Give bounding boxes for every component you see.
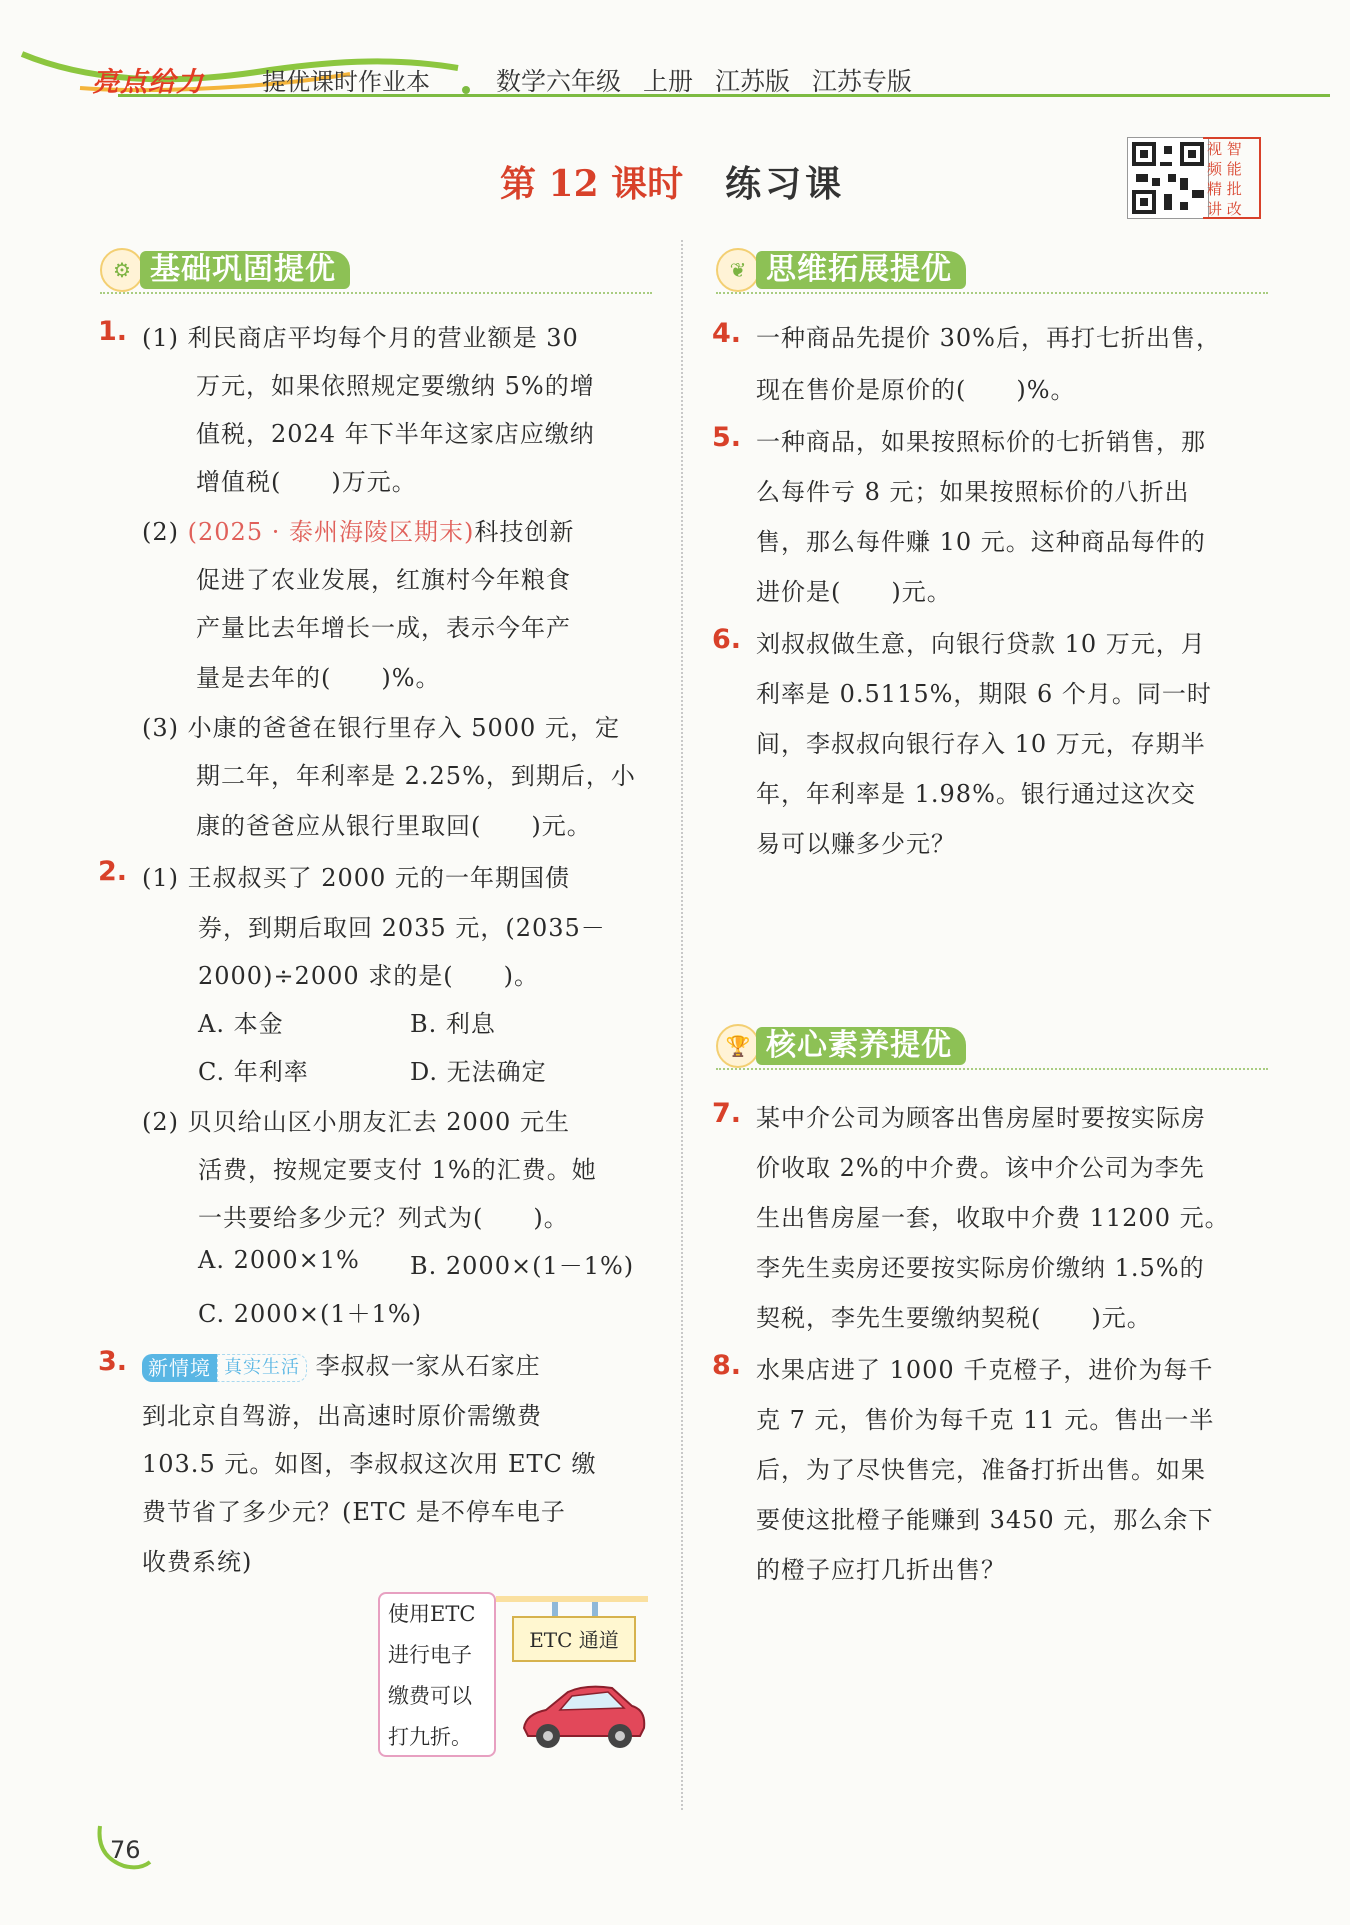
- new-scenario-tag: 新情境: [142, 1354, 217, 1382]
- q3-first-text: 李叔叔一家从石家庄: [315, 1352, 541, 1380]
- option-b: B. 2000×(1－1%): [410, 1252, 635, 1280]
- q8-line: 后，为了尽快售完，准备打折出售。如果: [756, 1456, 1206, 1484]
- etc-note-line: 缴费可以: [388, 1684, 472, 1708]
- qr-label-char: 视: [1207, 140, 1223, 158]
- question-number: 4.: [712, 318, 742, 349]
- q6-line: 间，李叔叔向银行存入 10 万元，存期半: [756, 730, 1206, 758]
- brand-subtitle: 提优课时作业本: [262, 68, 430, 96]
- header-dot: [462, 86, 470, 94]
- column-divider: [681, 240, 683, 1810]
- qr-label-char: 改: [1226, 200, 1242, 218]
- section-thinking-label: 思维拓展提优: [756, 251, 966, 289]
- q1-line: 产量比去年增长一成，表示今年产: [196, 614, 571, 642]
- q5-line: 么每件亏 8 元；如果按照标价的八折出: [756, 478, 1190, 506]
- q3-line: 费节省了多少元？(ETC 是不停车电子: [142, 1498, 566, 1526]
- q6-line: 年，年利率是 1.98%。银行通过这次交: [756, 780, 1196, 808]
- option-d: D. 无法确定: [410, 1058, 547, 1086]
- q1-line: 增值税( )万元。: [196, 468, 417, 496]
- q3-first-line: [142, 1346, 541, 1382]
- q8-line: 的橙子应打几折出售？: [756, 1556, 1006, 1584]
- q1-part2-text: 科技创新: [474, 518, 575, 546]
- q6-line: 利率是 0.5115%，期限 6 个月。同一时: [756, 680, 1212, 708]
- section-basic-label: 基础巩固提优: [140, 251, 350, 289]
- qr-code-icon[interactable]: [1127, 137, 1209, 219]
- trophy-icon: 🏆: [716, 1024, 760, 1068]
- option-c: C. 2000×(1＋1%): [198, 1300, 423, 1328]
- option-a: A. 2000×1%: [198, 1246, 360, 1274]
- etc-note-line: 使用ETC: [388, 1602, 476, 1626]
- q3-line: 103.5 元。如图，李叔叔这次用 ETC 缴: [142, 1450, 597, 1478]
- q2-line: (1) 王叔叔买了 2000 元的一年期国债: [142, 864, 570, 892]
- section-rule: [716, 1068, 1268, 1070]
- etc-gantry: [496, 1596, 648, 1602]
- book-volume: 上册: [642, 67, 693, 96]
- qr-label: [1203, 137, 1261, 219]
- q3-line: 收费系统): [142, 1548, 253, 1576]
- q1-line: 量是去年的( )%。: [196, 664, 441, 692]
- q8-line: 要使这批橙子能赚到 3450 元，那么余下: [756, 1506, 1214, 1534]
- q2-line: 券，到期后取回 2035 元，(2035－: [198, 914, 606, 942]
- section-thinking-header: [716, 250, 966, 290]
- q4-line: 一种商品先提价 30%后，再打七折出售，: [756, 324, 1221, 352]
- lesson-number: 第 12 课时: [500, 163, 684, 205]
- q7-line: 价收取 2%的中介费。该中介公司为李先: [756, 1154, 1205, 1182]
- q1-line: (1) 利民商店平均每个月的营业额是 30: [142, 324, 579, 352]
- q7-line: 契税，李先生要缴纳契税( )元。: [756, 1304, 1152, 1332]
- book-edition: 江苏版: [714, 67, 790, 96]
- brand-logo: 亮点给力: [92, 67, 204, 98]
- etc-lane-sign: ETC 通道: [512, 1616, 636, 1662]
- q1-part2-prefix: (2): [142, 518, 179, 546]
- q7-line: 李先生卖房还要按实际房价缴纳 1.5%的: [756, 1254, 1205, 1282]
- qr-label-char: 频: [1207, 160, 1223, 178]
- book-grade: 数学六年级: [496, 67, 622, 96]
- question-number: 2.: [98, 856, 128, 887]
- etc-note-box: [378, 1592, 496, 1757]
- real-life-tag: 真实生活: [217, 1354, 307, 1382]
- section-rule: [716, 292, 1268, 294]
- question-number: 1.: [98, 316, 128, 347]
- q2-line: 一共要给多少元？列式为( )。: [198, 1204, 569, 1232]
- question-number: 5.: [712, 422, 742, 453]
- q5-line: 一种商品，如果按照标价的七折销售，那: [756, 428, 1206, 456]
- q6-line: 易可以赚多少元？: [756, 830, 956, 858]
- q2-line: (2) 贝贝给山区小朋友汇去 2000 元生: [142, 1108, 570, 1136]
- question-number: 7.: [712, 1098, 742, 1129]
- q1-line: 期二年，年利率是 2.25%，到期后，小: [196, 762, 636, 790]
- q4-line: 现在售价是原价的( )%。: [756, 376, 1076, 404]
- qr-label-char: 精: [1207, 180, 1223, 198]
- option-b: B. 利息: [410, 1010, 496, 1038]
- section-core-label: 核心素养提优: [756, 1027, 966, 1065]
- q1-line: 值税，2024 年下半年这家店应缴纳: [196, 420, 595, 448]
- q1-line: 康的爸爸应从银行里取回( )元。: [196, 812, 592, 840]
- option-a: A. 本金: [198, 1010, 284, 1038]
- q7-line: 生出售房屋一套，收取中介费 11200 元。: [756, 1204, 1230, 1232]
- page-number: 76: [110, 1836, 141, 1864]
- etc-note-line: 打九折。: [388, 1725, 472, 1749]
- section-rule: [100, 292, 652, 294]
- q6-line: 刘叔叔做生意，向银行贷款 10 万元，月: [756, 630, 1206, 658]
- question-number: 8.: [712, 1350, 742, 1381]
- source-tag: (2025 · 泰州海陵区期末): [187, 518, 475, 546]
- sprout-icon: ❦: [716, 248, 760, 292]
- section-core-header: [716, 1026, 966, 1066]
- q3-line: 到北京自驾游，出高速时原价需缴费: [142, 1402, 542, 1430]
- qr-label-char: 能: [1226, 160, 1242, 178]
- car-icon: [516, 1676, 650, 1756]
- etc-post: [552, 1602, 558, 1616]
- q1-line: 促进了农业发展，红旗村今年粮食: [196, 566, 571, 594]
- q8-line: 水果店进了 1000 千克橙子，进价为每千: [756, 1356, 1214, 1384]
- q8-line: 克 7 元，售价为每千克 11 元。售出一半: [756, 1406, 1215, 1434]
- question-number: 3.: [98, 1346, 128, 1377]
- q2-line: 2000)÷2000 求的是( )。: [198, 962, 539, 990]
- lesson-name: 练习课: [725, 163, 846, 205]
- gear-icon: ⚙: [100, 248, 144, 292]
- etc-post: [592, 1602, 598, 1616]
- q1-line: (3) 小康的爸爸在银行里存入 5000 元，定: [142, 714, 620, 742]
- section-basic-header: [100, 250, 350, 290]
- page-title: [500, 156, 845, 207]
- q2-line: 活费，按规定要支付 1%的汇费。她: [198, 1156, 597, 1184]
- qr-label-char: 智: [1226, 140, 1242, 158]
- q1-part2-first: [142, 512, 574, 547]
- book-info: [496, 62, 912, 98]
- option-c: C. 年利率: [198, 1058, 309, 1086]
- q5-line: 售，那么每件赚 10 元。这种商品每件的: [756, 528, 1206, 556]
- book-special: 江苏专版: [811, 67, 912, 96]
- qr-label-char: 批: [1226, 180, 1242, 198]
- etc-note-line: 进行电子: [388, 1643, 472, 1667]
- question-number: 6.: [712, 624, 742, 655]
- q5-line: 进价是( )元。: [756, 578, 952, 606]
- q1-line: 万元，如果依照规定要缴纳 5%的增: [196, 372, 595, 400]
- qr-label-char: 讲: [1207, 200, 1223, 218]
- q7-line: 某中介公司为顾客出售房屋时要按实际房: [756, 1104, 1206, 1132]
